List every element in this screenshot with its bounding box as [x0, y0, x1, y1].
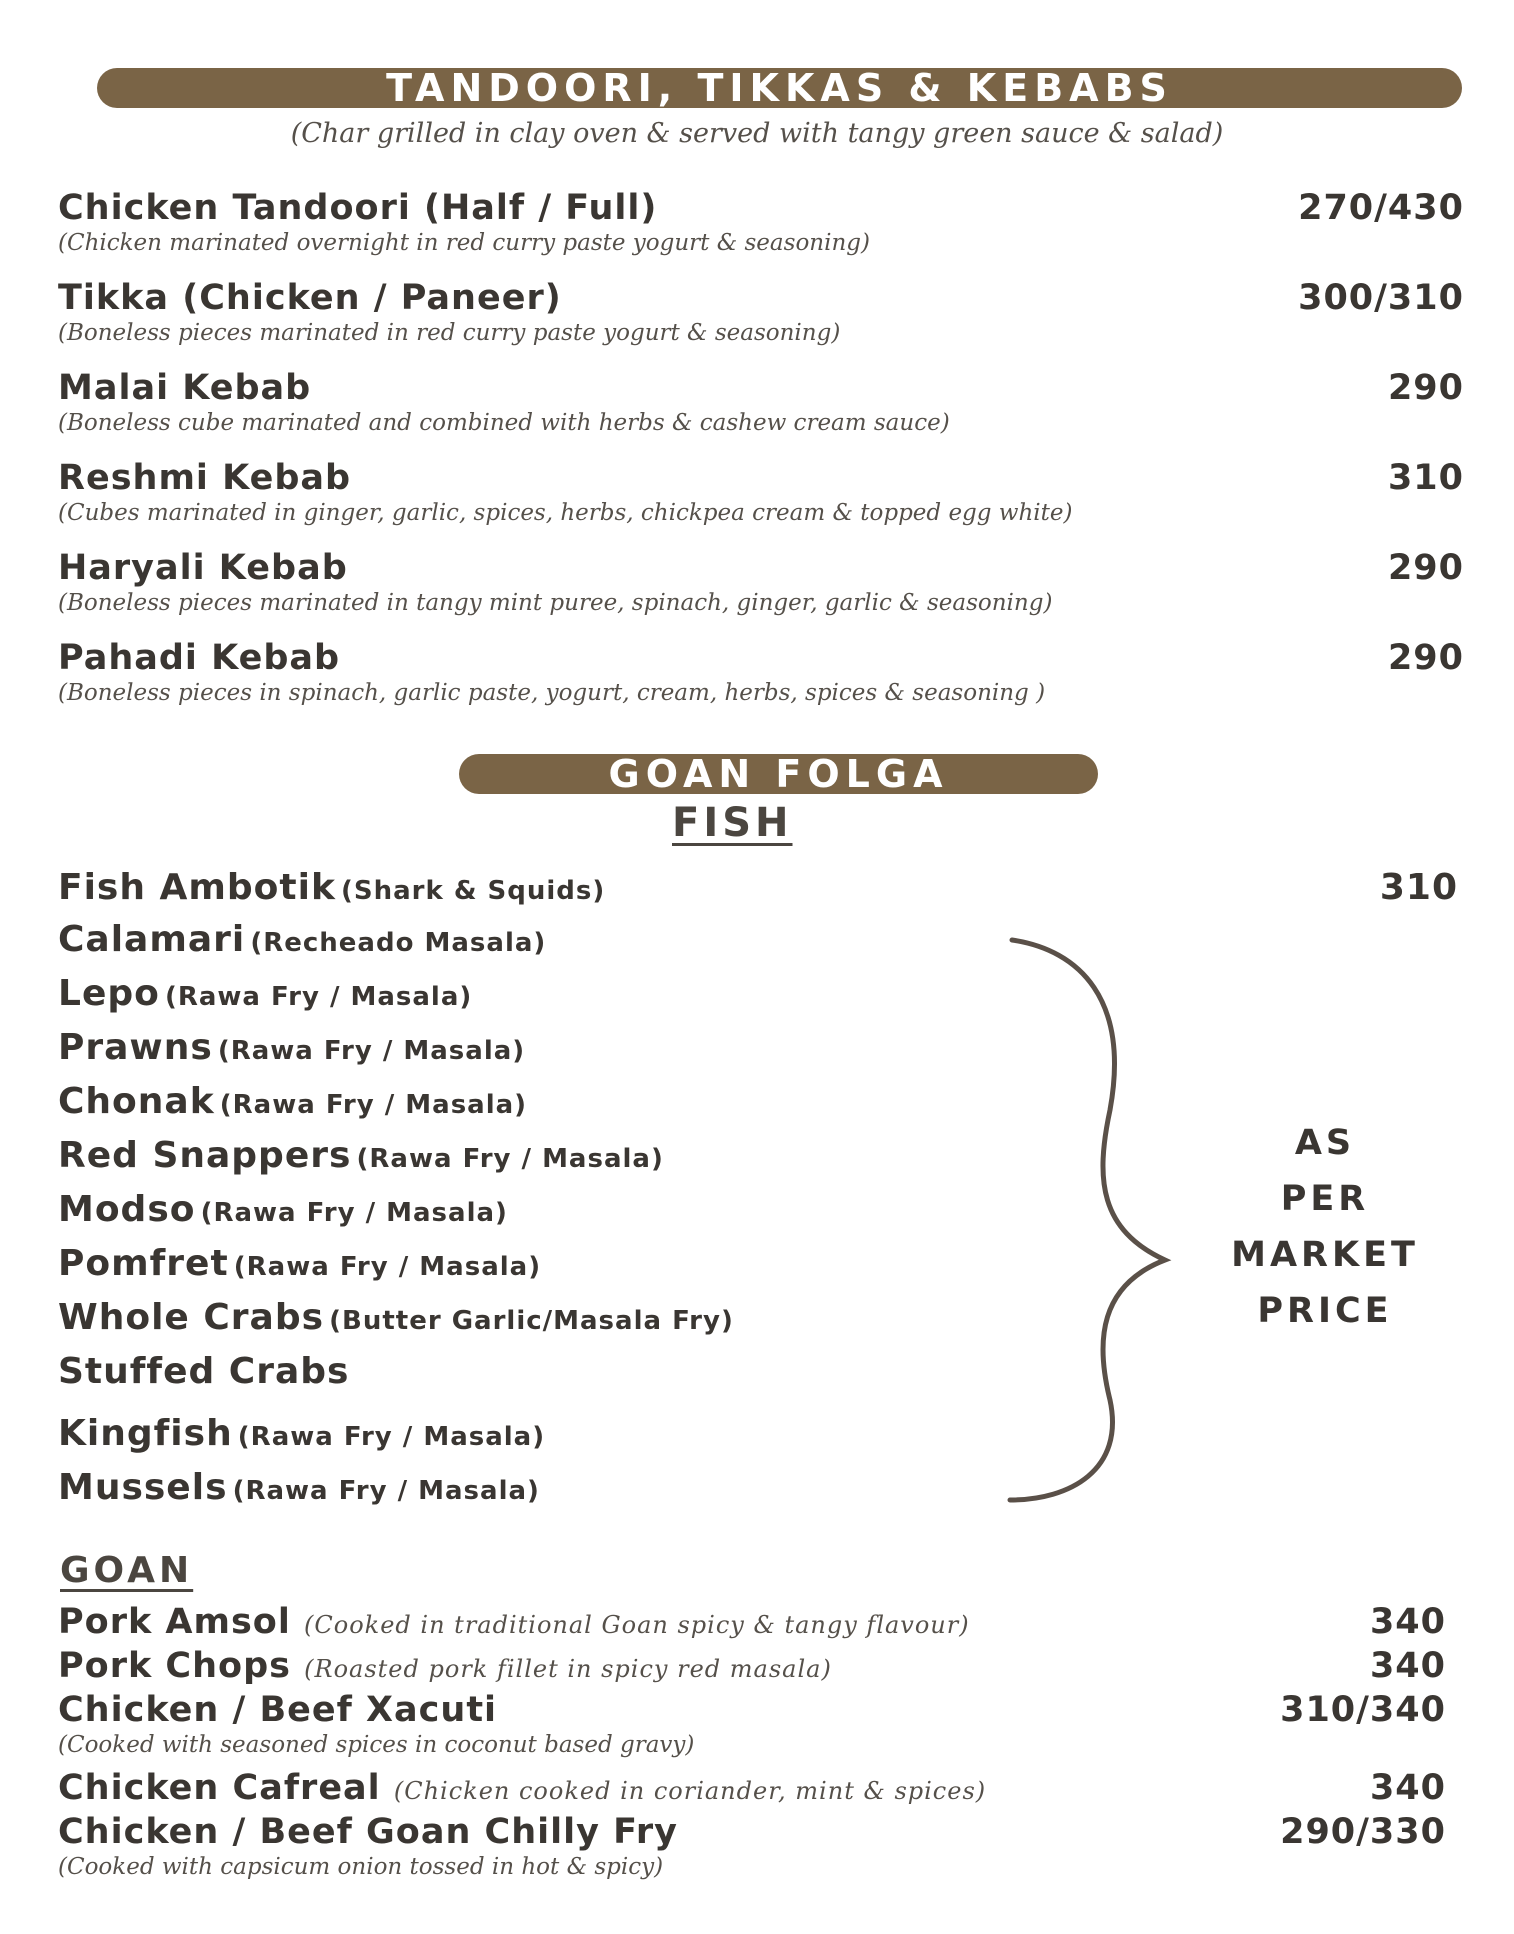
item-description: (Cubes marinated in ginger, garlic, spices, herbs, chickpea cream & topped egg white): [58, 500, 1073, 526]
curly-brace-icon: [1000, 930, 1200, 1510]
item-name: [58, 1602, 1446, 1645]
item-name: Calamari: [58, 919, 246, 960]
section-banner-goan-folga: GOAN FOLGA: [459, 754, 1098, 794]
item-name: Red Snappers: [58, 1135, 352, 1176]
market-price-line: PER: [1280, 1179, 1370, 1219]
menu-item: [58, 1602, 1446, 1645]
item-note: (Rawa Fry / Masala): [233, 1252, 542, 1282]
item-name-text: Pork Amsol: [58, 1602, 291, 1642]
market-price-note: [1175, 1115, 1475, 1339]
goan-heading: GOAN: [60, 1550, 194, 1591]
menu-item: [58, 1768, 1446, 1811]
item-note: (Rawa Fry / Masala): [164, 982, 473, 1012]
item-price: 340: [1369, 1768, 1446, 1808]
item-note: (Rawa Fry / Masala): [356, 1144, 664, 1174]
item-price: 290: [1387, 638, 1464, 678]
item-note: (Rawa Fry / Masala): [219, 1090, 528, 1120]
fish-item: [58, 1352, 349, 1398]
fish-item: [58, 1414, 545, 1460]
item-note: (Rawa Fry / Masala): [217, 1036, 526, 1066]
item-price: 310: [1379, 867, 1458, 908]
section-banner-tandoori: TANDOORI, TIKKAS & KEBABS: [97, 68, 1462, 108]
menu-item: [58, 368, 1464, 438]
item-description: (Cooked with capsicum onion tossed in hot & spicy): [58, 1854, 664, 1880]
item-name: Fish Ambotik: [58, 867, 336, 908]
item-description: (Chicken marinated overnight in red curry paste yogurt & seasoning): [58, 230, 870, 256]
item-note: (Recheado Masala): [250, 928, 547, 958]
menu-item: [58, 278, 1464, 348]
item-price: 270/430: [1298, 188, 1464, 228]
item-description: (Cooked in traditional Goan spicy & tangy flavour): [304, 1611, 970, 1639]
fish-item: [58, 1244, 541, 1290]
menu-item: [58, 638, 1464, 708]
item-name: Malai Kebab: [58, 368, 312, 408]
item-note: (Butter Garlic/Masala Fry): [329, 1306, 734, 1336]
item-description: (Cooked with seasoned spices in coconut based gravy): [58, 1732, 695, 1758]
item-price: 340: [1369, 1646, 1446, 1686]
fish-item: [58, 1190, 508, 1236]
item-name: Tikka (Chicken / Paneer): [58, 278, 562, 318]
item-description: (Boneless pieces marinated in red curry paste yogurt & seasoning): [58, 320, 841, 346]
item-price: 300/310: [1298, 278, 1464, 318]
item-note: (Rawa Fry / Masala): [232, 1476, 540, 1506]
fish-item: [58, 1298, 734, 1344]
item-name: Pomfret: [58, 1243, 229, 1284]
item-description: (Boneless pieces marinated in tangy mint puree, spinach, ginger, garlic & seasoning): [58, 590, 1053, 616]
item-name: Mussels: [58, 1467, 228, 1508]
fish-item: [58, 1028, 525, 1074]
item-name: Chonak: [58, 1081, 215, 1122]
market-price-line: AS: [1294, 1123, 1356, 1163]
item-description: (Boneless cube marinated and combined with herbs & cashew cream sauce): [58, 410, 950, 436]
menu-item: [58, 1812, 1446, 1882]
item-name: Lepo: [58, 973, 160, 1014]
item-price: 290: [1387, 548, 1464, 588]
item-description: (Boneless pieces in spinach, garlic paste, yogurt, cream, herbs, spices & seasoning ): [58, 680, 1046, 706]
item-name-text: Pork Chops: [58, 1646, 291, 1686]
item-name: Modso: [58, 1189, 196, 1230]
item-price: 310: [1387, 458, 1464, 498]
fish-item: [58, 974, 472, 1020]
item-name: Chicken / Beef Xacuti: [58, 1690, 498, 1730]
market-price-line: PRICE: [1257, 1291, 1393, 1331]
item-price: 310/340: [1280, 1690, 1446, 1730]
item-description: (Roasted pork fillet in spicy red masala): [304, 1655, 832, 1683]
item-description: (Chicken cooked in coriander, mint & spices): [393, 1777, 987, 1805]
market-price-line: MARKET: [1231, 1235, 1419, 1275]
item-price: 290/330: [1280, 1812, 1446, 1852]
menu-item: [58, 548, 1464, 618]
item-name-text: Chicken Cafreal: [58, 1768, 381, 1808]
item-name: Haryali Kebab: [58, 548, 348, 588]
menu-item: [58, 1690, 1446, 1760]
menu-item: [58, 458, 1464, 528]
item-name: Chicken Tandoori (Half / Full): [58, 188, 658, 228]
item-name: Chicken / Beef Goan Chilly Fry: [58, 1812, 678, 1852]
item-price: 340: [1369, 1602, 1446, 1642]
item-name: Stuffed Crabs: [58, 1351, 350, 1392]
section-subtitle-tandoori: (Char grilled in clay oven & served with tangy green sauce & salad): [290, 118, 1224, 149]
item-name: [58, 1768, 1446, 1811]
item-name: Prawns: [58, 1027, 213, 1068]
item-price: 290: [1387, 368, 1464, 408]
item-name: Reshmi Kebab: [58, 458, 352, 498]
menu-item: [58, 188, 1464, 258]
item-name: Pahadi Kebab: [58, 638, 341, 678]
item-note: (Rawa Fry / Masala): [200, 1198, 508, 1228]
item-name: Kingfish: [58, 1413, 233, 1454]
menu-item: [58, 1646, 1446, 1689]
fish-item: [58, 1082, 527, 1128]
fish-heading: FISH: [672, 800, 793, 846]
item-note: (Shark & Squids): [340, 876, 606, 906]
item-note: (Rawa Fry / Masala): [237, 1422, 546, 1452]
fish-item: [58, 920, 546, 966]
fish-item: [58, 1136, 664, 1182]
menu-item: [58, 868, 1458, 914]
item-name: Whole Crabs: [58, 1297, 325, 1338]
item-name: [58, 1646, 1446, 1689]
fish-item: [58, 1468, 540, 1514]
